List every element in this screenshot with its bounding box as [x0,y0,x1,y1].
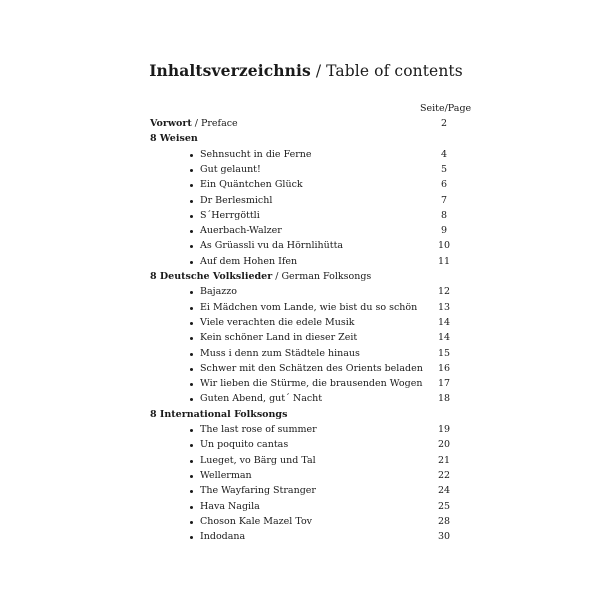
title-translation: / Table of contents [315,62,463,80]
list-item [0,240,600,255]
page-number: 14 [437,316,451,328]
list-item [0,210,600,225]
section-subtitle: / German Folksongs [275,271,372,282]
page-number: 18 [437,393,451,405]
list-item [0,149,600,164]
bullet-icon [190,245,193,248]
bullet-icon [190,154,193,157]
list-item [0,424,600,439]
song-title: Wir lieben die Stürme, die brausenden Wogen [200,378,423,390]
list-item [0,455,600,470]
page-number: 25 [437,500,451,512]
list-item [0,225,600,240]
list-item [0,317,600,332]
title-main: Inhaltsverzeichnis [149,61,311,80]
song-title: Auf dem Hohen Ifen [200,255,298,267]
song-title: Kein schöner Land in dieser Zeit [200,332,358,344]
song-title: Indodana [200,531,246,543]
page-number: 11 [437,255,451,267]
list-item [0,516,600,531]
list-item [0,195,600,210]
page-number: 4 [440,148,448,160]
song-title: Choson Kale Mazel Tov [200,515,313,527]
bullet-icon [190,230,193,233]
section-title [150,133,198,144]
list-item [0,256,600,271]
song-title: Bajazzo [200,286,237,298]
song-title: The last rose of summer [200,424,317,435]
bullet-icon [190,184,193,187]
song-title: Viele verachten die edele Musik [200,316,355,328]
song-title: The Wayfaring Stranger [200,485,316,497]
section-title [150,271,371,282]
bullet-icon [190,322,193,325]
bullet-icon [190,307,193,310]
list-item [0,302,600,317]
bullet-icon [190,444,193,447]
bullet-icon [190,506,193,509]
page-number: 30 [437,531,451,543]
bullet-icon [190,521,193,524]
song-title: Schwer mit den Schätzen des Orients beladen [200,362,423,374]
song-title: Lueget, vo Bärg und Tal [200,454,316,466]
song-title: Un poquito cantas [200,439,289,451]
song-title: Ein Quäntchen Glück [200,179,303,191]
page-number: 21 [437,454,451,466]
bullet-icon [190,169,193,172]
song-title: Sehnsucht in die Ferne [200,148,312,160]
section-title [150,409,287,420]
bullet-icon [190,368,193,371]
bullet-icon [190,490,193,493]
song-title: Gut gelaunt! [200,163,261,175]
bullet-icon [190,398,193,401]
page-number: 16 [437,362,451,374]
list-item [0,393,600,408]
page-number: 17 [437,378,451,390]
list-item [0,286,600,301]
page-number: 15 [437,347,451,359]
page-number: 19 [437,424,451,435]
song-title: Guten Abend, gut´ Nacht [200,393,323,405]
page-number: 7 [440,194,448,206]
page-number: 6 [440,179,448,191]
page-number: 24 [437,485,451,497]
section-heading-text: 8 International Folksongs [150,408,288,420]
bullet-icon [190,337,193,340]
page-number: 14 [437,332,451,344]
page-number: 28 [437,515,451,527]
bullet-icon [190,353,193,356]
bullet-icon [190,215,193,218]
list-item [0,378,600,393]
bullet-icon [190,429,193,432]
list-item [0,363,600,378]
song-title: Dr Berlesmichl [200,194,273,206]
bullet-icon [190,291,193,294]
section-subtitle: / Preface [194,118,238,129]
section-heading [0,409,600,424]
bullet-icon [190,200,193,203]
page-number: 8 [440,209,448,221]
page-number: 13 [437,301,451,313]
bullet-icon [190,460,193,463]
list-item [0,439,600,454]
page-column-header: Seite/Page [420,103,472,114]
list-item [0,164,600,179]
song-title: Hava Nagila [200,500,260,512]
section-heading [0,118,600,133]
section-heading-text: 8 Weisen [150,133,198,145]
page-title [0,61,600,80]
section-heading [0,133,600,148]
page-number: 20 [437,439,451,451]
page-number: 9 [440,225,448,237]
section-title [150,118,238,129]
list-item [0,348,600,363]
bullet-icon [190,536,193,539]
song-title: Muss i denn zum Städtele hinaus [200,347,360,359]
bullet-icon [190,475,193,478]
list-item [0,332,600,347]
song-title: Auerbach-Walzer [200,225,282,237]
song-title: S´Herrgöttli [200,209,260,221]
list-item [0,501,600,516]
section-heading-text: 8 Deutsche Volkslieder [150,271,273,282]
song-title: Ei Mädchen vom Lande, wie bist du so schön [200,301,418,313]
bullet-icon [190,383,193,386]
section-heading-text: Vorwort [150,118,192,129]
song-title: Wellerman [200,469,252,481]
song-title: As Grüassli vu da Hörnlihütta [200,240,344,252]
page-number: 12 [437,286,451,298]
page-number: 5 [440,163,448,175]
page-number: 2 [440,118,448,129]
list-item [0,179,600,194]
page-number: 22 [437,469,451,481]
page-number: 10 [437,240,451,252]
bullet-icon [190,261,193,264]
list-item [0,531,600,546]
section-heading [0,271,600,286]
list-item [0,470,600,485]
list-item [0,485,600,500]
